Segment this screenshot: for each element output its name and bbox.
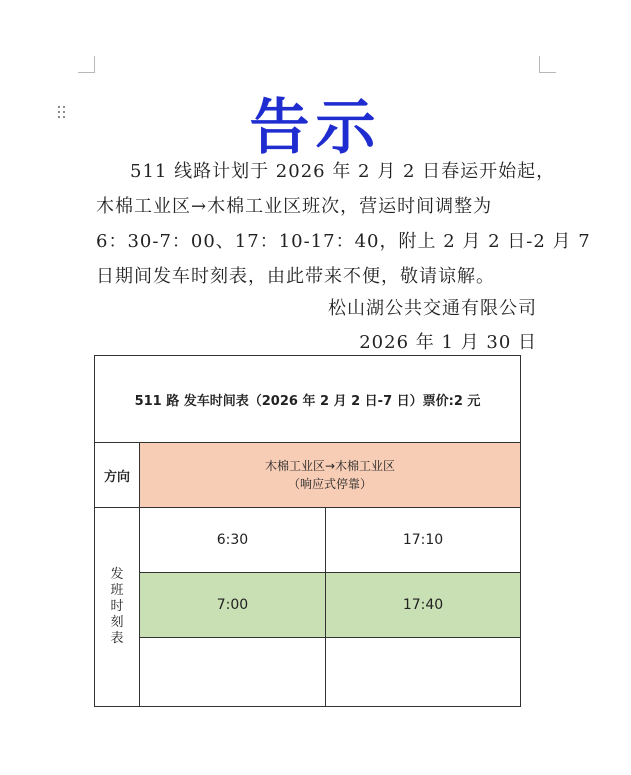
departure-time: 7:00	[140, 573, 326, 638]
schedule-label-cell	[95, 508, 140, 707]
departure-time	[326, 638, 521, 707]
notice-line-2: 木棉工业区→木棉工业区班次，营运时间调整为	[96, 196, 493, 217]
notice-line-4: 日期间发车时刻表，由此带来不便，敬请谅解。	[96, 266, 495, 287]
notice-date: 2026 年 1 月 30 日	[359, 332, 537, 353]
route-name: 木棉工业区→木棉工业区	[264, 459, 396, 473]
timetable	[94, 355, 521, 707]
route-note: （响应式停靠）	[287, 477, 372, 491]
schedule-label: 发班时刻表	[110, 567, 124, 646]
page-corner-top-left	[78, 56, 95, 73]
departure-time	[140, 638, 326, 707]
departure-time: 17:40	[326, 573, 521, 638]
departure-time: 6:30	[140, 508, 326, 573]
route-cell	[140, 443, 521, 508]
notice-title: 告示	[249, 93, 382, 163]
notice-line-1: 511 线路计划于 2026 年 2 月 2 日春运开始起，	[130, 161, 556, 182]
direction-label: 方向	[95, 443, 140, 508]
departure-time: 17:10	[326, 508, 521, 573]
page-corner-top-right	[539, 56, 556, 73]
notice-signature: 松山湖公共交通有限公司	[328, 298, 537, 319]
notice-line-3: 6：30-7：00、17：10-17：40，附上 2 月 2 日-2 月 7	[96, 231, 591, 252]
timetable-header: 511 路 发车时间表（2026 年 2 月 2 日-7 日）票价:2 元	[95, 356, 521, 443]
